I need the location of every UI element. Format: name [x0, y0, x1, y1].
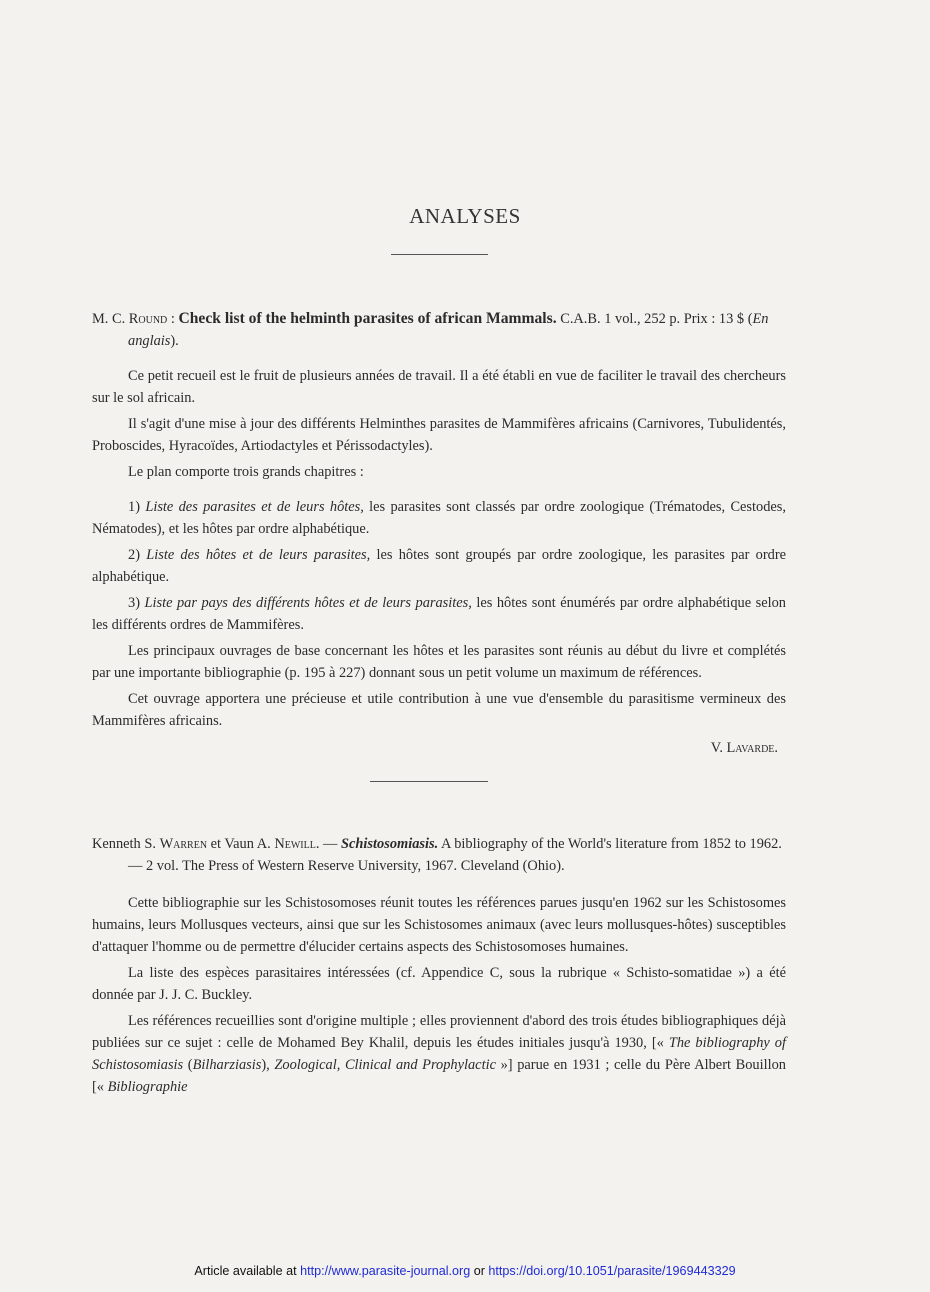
sig-surname: Lavarde. [726, 740, 778, 756]
ref-author1-surname: Warren [159, 836, 208, 852]
reference-warren [92, 834, 786, 877]
paragraph: Ce petit recueil est le fruit de plusieurs années de travail. Il a été établi en vue de faciliter le travail des chercheurs sur le sol africain. [92, 368, 786, 406]
para-italic: Bibliographie [107, 1079, 188, 1095]
paragraph: Le plan comporte trois grands chapitres : [128, 464, 364, 480]
list-text: les hôtes sont groupés par ordre zoologique, les parasites par ordre alphabétique. [92, 547, 786, 585]
para-text: »] parue en 1931 ; celle du Père Albert Bouillon [« [92, 1057, 786, 1095]
list-number: 2) [128, 547, 147, 563]
review-warren [92, 834, 786, 1098]
list-heading: Liste par pays des différents hôtes et de leurs parasites, [144, 595, 472, 611]
ref-language: En anglais [128, 311, 769, 349]
ref-separator: : [167, 311, 179, 327]
footer-or: or [470, 1264, 489, 1278]
list-heading: Liste des hôtes et de leurs parasites, [146, 547, 371, 563]
ref-author-initials: M. C. [92, 311, 129, 327]
ref-title: Check list of the helminth parasites of african Mammals. [178, 310, 557, 327]
journal-link[interactable]: http://www.parasite-journal.org [300, 1264, 471, 1278]
list-item-2 [92, 544, 786, 588]
list-text: les parasites sont classés par ordre zoologique (Trématodes, Cestodes, Nématodes), et les hôtes par ordre alphabétique. [92, 499, 787, 537]
paragraph: La liste des espèces parasitaires intéressées (cf. Appendice C, sous la rubrique « Schisto-somatidae ») a été donnée par J. J. C. Buckley. [92, 965, 786, 1003]
doi-link[interactable]: https://doi.org/10.1051/parasite/1969443329 [488, 1264, 736, 1278]
title-rule [391, 254, 488, 255]
reference-round [92, 308, 786, 352]
section-title: ANALYSES [409, 204, 521, 228]
section-rule [370, 781, 488, 782]
paragraph: Il s'agit d'une mise à jour des différents Helminthes parasites de Mammifères africains (Carnivores, Tubulidentés, Proboscides, Hyracoïdes, Artiodactyles et Périssodactyles). [92, 416, 786, 454]
article-footer [0, 1264, 930, 1278]
ref-author2-surname: Newill [274, 836, 316, 852]
para-italic: Bilharziasis [192, 1057, 262, 1073]
list-heading: Liste des parasites et de leurs hôtes, [145, 499, 364, 515]
ref-title: Schistosomiasis. [341, 836, 439, 852]
sig-initial: V. [710, 740, 727, 756]
ref-author-surname: Round [128, 311, 168, 327]
para-italic: The bibliography of Schistosomiasis [92, 1035, 786, 1073]
ref-end: ). [170, 332, 179, 349]
para-italic: Zoological, Clinical and Prophylactic [274, 1057, 496, 1073]
para-text: ), [261, 1057, 275, 1073]
list-number: 1) [128, 499, 146, 515]
para-text: ( [183, 1057, 193, 1073]
review-round [92, 308, 786, 757]
list-item-1 [92, 496, 786, 540]
paragraph: Les principaux ouvrages de base concernant les hôtes et les parasites sont réunis au début du livre et complétés par une importante bibliographie (p. 195 à 227) donnant sous un petit volume un maximum de références. [92, 643, 786, 681]
list-number: 3) [128, 595, 145, 611]
ref-author1-given: Kenneth S. [92, 836, 160, 852]
ref-details: A bibliography of the World's literature from 1852 to 1962. — 2 vol. The Press of Western Reserve University, 1967. Cleveland (Ohio). [128, 836, 782, 874]
reviewer-signature [92, 740, 786, 757]
list-item-3 [92, 592, 786, 636]
paragraph: Cet ouvrage apportera une précieuse et utile contribution à une vue d'ensemble du parasitisme vermineux des Mammifères africains. [92, 691, 786, 729]
ref-dash: . — [315, 836, 342, 852]
paragraph [92, 1010, 786, 1098]
para-text: Les références recueillies sont d'origine multiple ; elles proviennent d'abord des trois études bibliographiques déjà publiées sur ce sujet : celle de Mohamed Bey Khalil, depuis les études initiales jusqu'à 1930, [« [92, 1013, 786, 1051]
ref-author2-given: et Vaun A. [207, 836, 275, 852]
list-text: les hôtes sont énumérés par ordre alphabétique selon les différents ordres de Mammifères. [92, 595, 787, 633]
paragraph: Cette bibliographie sur les Schistosomoses réunit toutes les références parues jusqu'en 1962 sur les Schistosomes humains, leurs Mollusques vecteurs, ainsi que sur les Schistosomes animaux (avec leurs mollusques-hôtes) susceptibles d'attaquer l'homme ou de permettre d'élucider certains aspects des Schistosomoses humaines. [92, 895, 786, 955]
ref-details: C.A.B. 1 vol., 252 p. Prix : 13 $ ( [556, 311, 753, 327]
footer-prefix: Article available at [194, 1264, 301, 1278]
